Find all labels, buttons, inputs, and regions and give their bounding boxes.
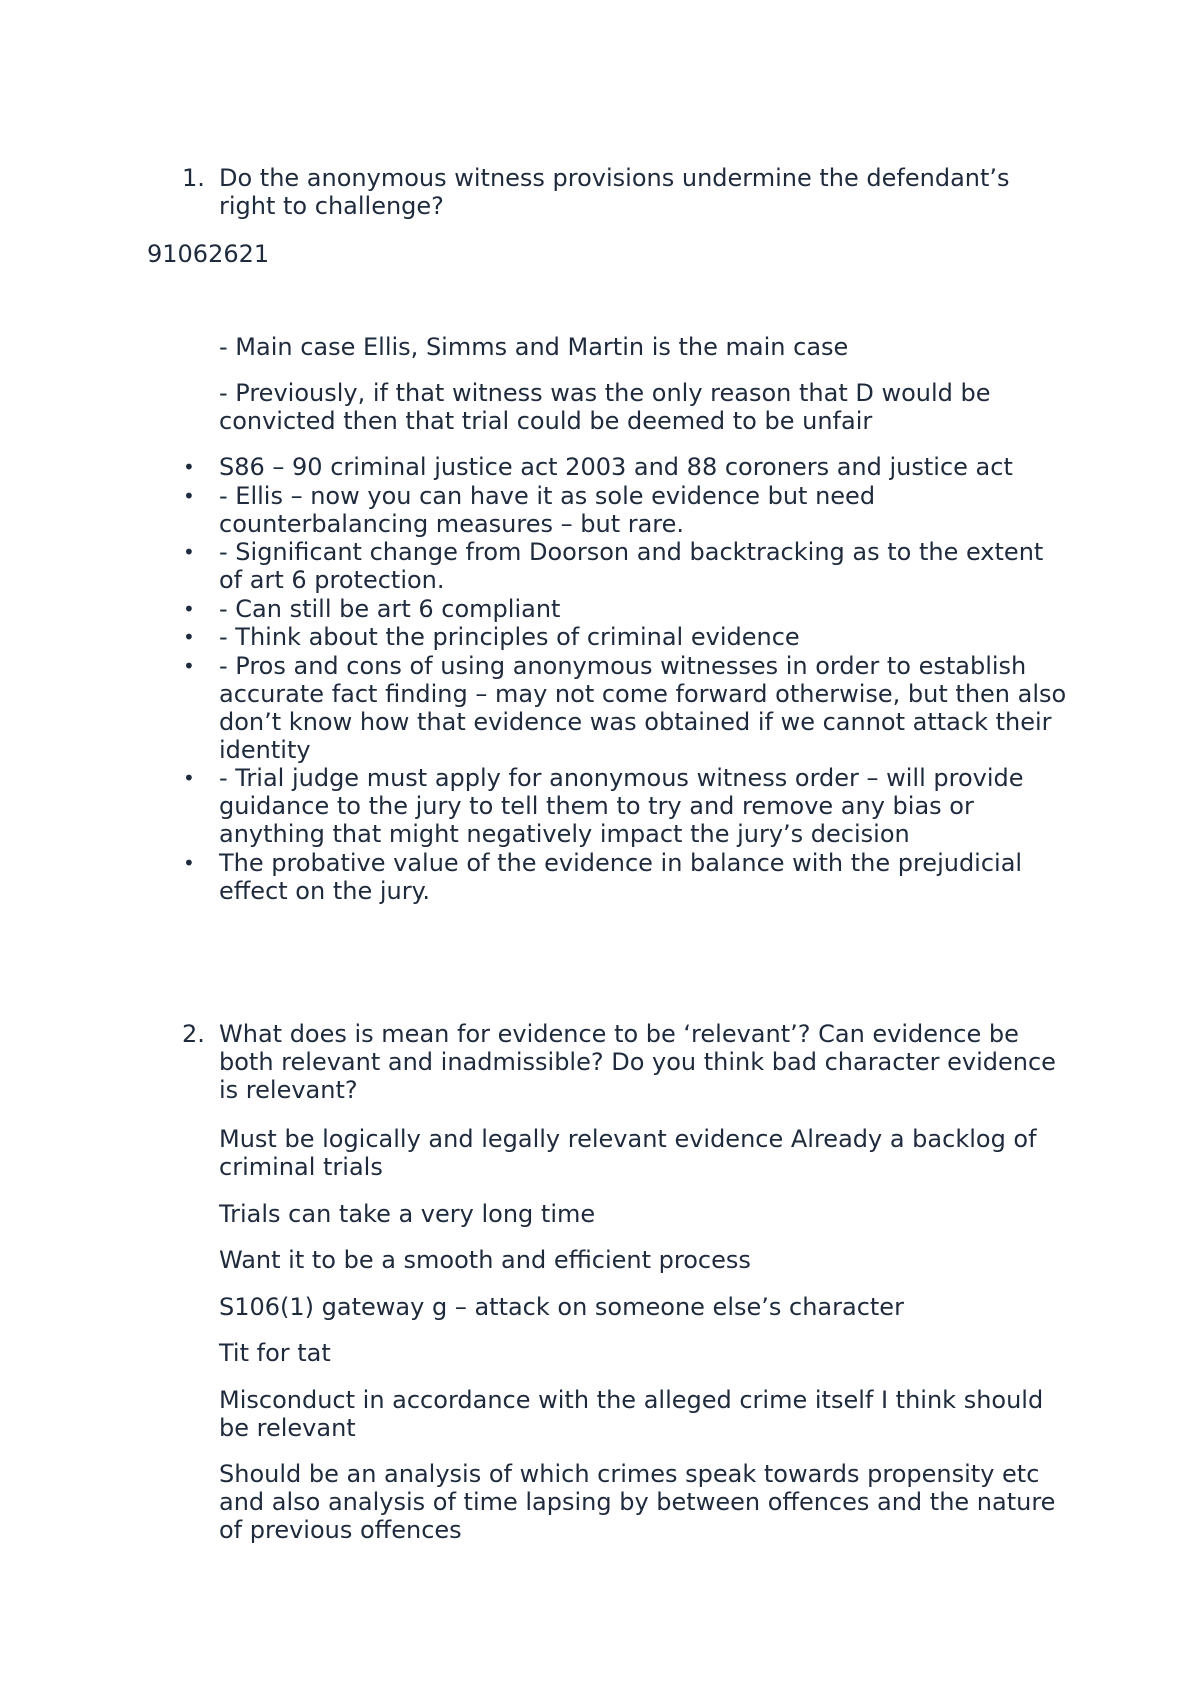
q1-paragraph-2: - Previously, if that witness was the only reason that D would be convicted then that trial could be deemed to be unfair <box>219 379 991 435</box>
list-item: • - Think about the principles of criminal evidence <box>183 623 800 651</box>
question-1 <box>182 164 1062 220</box>
bullet-icon: • <box>183 455 195 479</box>
q2-paragraph: S106(1) gateway g – attack on someone else’s character <box>219 1292 904 1321</box>
q1-bullet-list <box>183 453 1069 905</box>
q2-paragraph: Must be logically and legally relevant evidence Already a backlog of criminal trials <box>219 1125 1037 1181</box>
q2-answer <box>219 1125 1069 1563</box>
question-2-number: 2. <box>182 1020 205 1048</box>
q2-paragraph: Misconduct in accordance with the alleged crime itself I think should be relevant <box>219 1385 1044 1442</box>
list-item: • - Pros and cons of using anonymous witnesses in order to establish accurate fact finding – may not come forward otherwise, but then also don’t know how that evidence was obtained if we cannot attack their identity <box>183 651 1067 764</box>
bullet-icon: • <box>183 596 195 621</box>
bullet-icon: • <box>183 766 195 790</box>
q2-paragraph: Tit for tat <box>219 1339 331 1367</box>
q2-paragraph: Want it to be a smooth and efficient process <box>219 1246 751 1274</box>
bullet-icon: • <box>183 653 195 678</box>
list-item: • S86 – 90 criminal justice act 2003 and 88 coroners and justice act <box>183 453 1013 481</box>
bullet-icon: • <box>183 850 195 875</box>
list-item: • - Significant change from Doorson and backtracking as to the extent of art 6 protection. <box>183 538 1044 594</box>
q1-paragraph-1: - Main case Ellis, Simms and Martin is the main case <box>219 333 849 361</box>
q2-paragraph: Should be an analysis of which crimes speak towards propensity etc and also analysis of time lapsing by between offences and the nature of previous offences <box>219 1460 1056 1544</box>
student-id: 91062621 <box>147 240 270 268</box>
question-1-number: 1. <box>182 164 205 192</box>
list-item: • - Trial judge must apply for anonymous witness order – will provide guidance to the jury to tell them to try and remove any bias or anything that might negatively impact the jury’s decision <box>183 764 1024 848</box>
question-2-text: What does is mean for evidence to be ‘relevant’? Can evidence be both relevant and inadmissible? Do you think bad character evidence is relevant? <box>219 1020 1056 1104</box>
list-item: • - Can still be art 6 compliant <box>183 594 561 623</box>
bullet-icon: • <box>183 625 195 649</box>
bullet-icon: • <box>183 483 195 508</box>
question-2 <box>182 1020 1062 1104</box>
list-item: • - Ellis – now you can have it as sole evidence but need counterbalancing measures – but rare. <box>183 481 876 538</box>
question-1-text: Do the anonymous witness provisions undermine the defendant’s right to challenge? <box>219 164 1010 220</box>
q2-paragraph: Trials can take a very long time <box>219 1199 596 1228</box>
bullet-icon: • <box>183 540 195 564</box>
list-item: • The probative value of the evidence in balance with the prejudicial effect on the jury. <box>183 848 1023 905</box>
